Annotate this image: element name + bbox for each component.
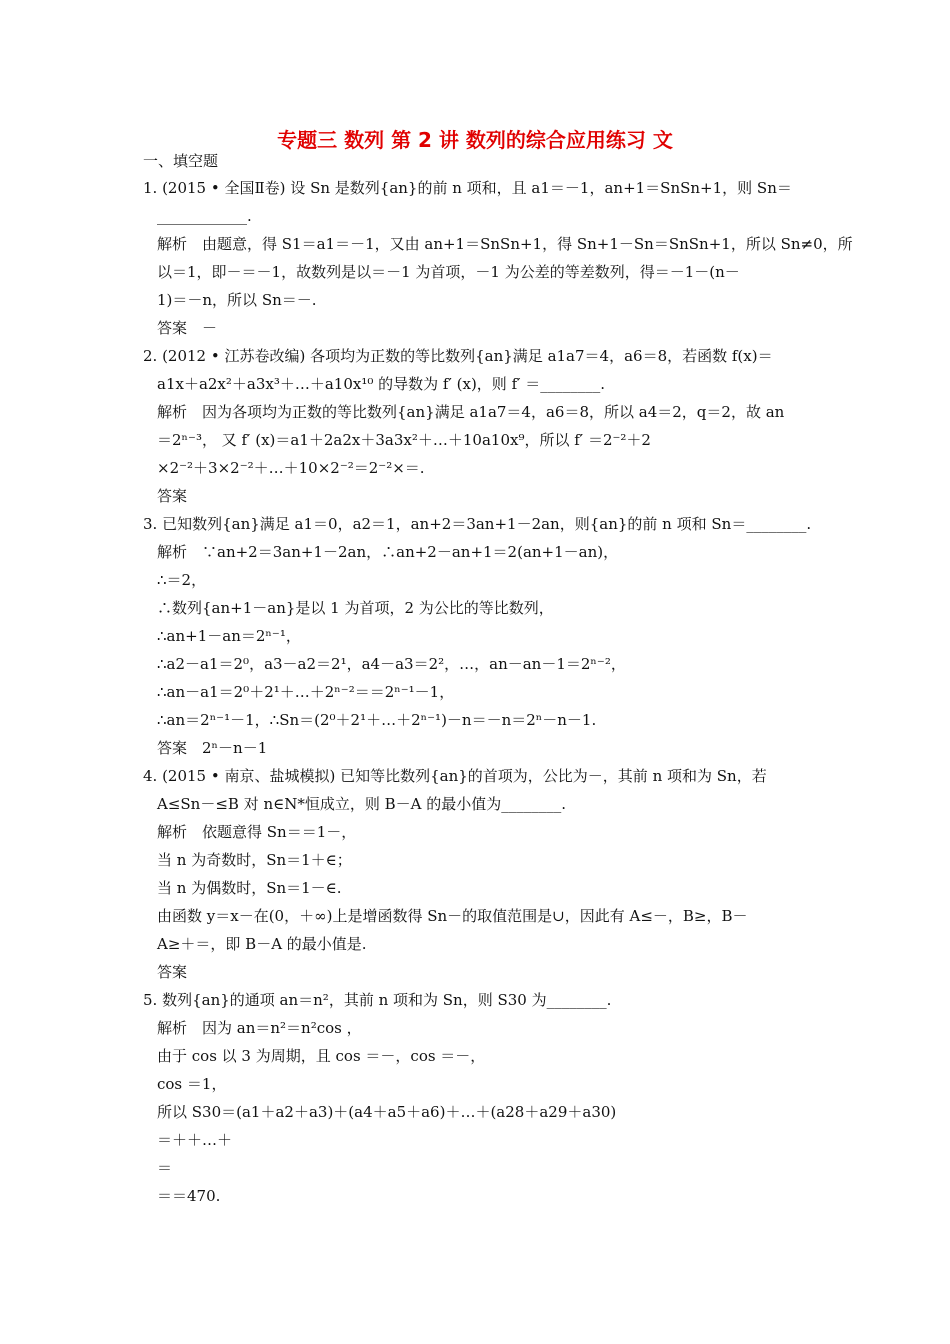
text-line: 3. 已知数列{an}满足 a1＝0，a2＝1，an+2＝3an+1－2an，则{an}的前 n 项和 Sn＝________.	[143, 515, 812, 533]
text-line: 解析 由题意，得 S1＝a1＝－1，又由 an+1＝SnSn+1，得 Sn+1－Sn＝SnSn+1，所以 Sn≠0，所	[157, 235, 853, 253]
text-line: 由于 cos 以 3 为周期，且 cos ＝－，cos ＝－，	[157, 1047, 486, 1065]
text-line: ＝＝470.	[157, 1187, 221, 1205]
text-line: 由函数 y＝x－在(0，＋∞)上是增函数得 Sn－的取值范围是∪，因此有 A≤－，B≥，B－	[157, 907, 748, 925]
text-line: 解析 因为 an＝n²＝n²cos ，	[157, 1019, 362, 1037]
text-line: 答案 －	[157, 319, 218, 337]
text-line: 4. (2015 • 南京、盐城模拟) 已知等比数列{an}的首项为，公比为－，其前 n 项和为 Sn，若	[143, 767, 767, 785]
text-line: 2. (2012 • 江苏卷改编) 各项均为正数的等比数列{an}满足 a1a7＝4，a6＝8，若函数 f(x)＝	[143, 347, 773, 365]
text-line: ∴数列{an+1－an}是以 1 为首项，2 为公比的等比数列，	[157, 599, 554, 617]
text-line: ∴＝2，	[157, 571, 207, 589]
text-line: 答案	[157, 963, 188, 981]
text-line: ＝＋＋…＋	[157, 1131, 233, 1149]
text-line: ＝	[157, 1159, 173, 1177]
text-line: 1)＝－n，所以 Sn＝－.	[157, 291, 317, 309]
text-line: 5. 数列{an}的通项 an＝n²，其前 n 项和为 Sn，则 S30 为________.	[143, 991, 612, 1009]
text-line: 1. (2015 • 全国Ⅱ卷) 设 Sn 是数列{an}的前 n 项和，且 a1＝－1，an+1＝SnSn+1，则 Sn＝	[143, 179, 792, 197]
text-line: 解析 ∵an+2＝3an+1－2an，∴an+2－an+1＝2(an+1－an)，	[157, 543, 619, 561]
text-line: 解析 依题意得 Sn＝＝1－，	[157, 823, 357, 841]
text-line: cos ＝1，	[157, 1075, 227, 1093]
text-line: 答案 2ⁿ－n－1	[157, 739, 268, 757]
text-line: A≤Sn－≤B 对 n∈N*恒成立，则 B－A 的最小值为________.	[157, 795, 567, 813]
text-line: ∴an+1－an＝2ⁿ⁻¹，	[157, 627, 301, 645]
text-line: a1x＋a2x²＋a3x³＋…＋a10x¹⁰ 的导数为 f′ (x)，则 f′ ＝________.	[157, 375, 606, 393]
text-line: A≥＋＝，即 B－A 的最小值是.	[157, 935, 367, 953]
text-line: 所以 S30＝(a1＋a2＋a3)＋(a4＋a5＋a6)＋…＋(a28＋a29＋a30)	[157, 1103, 617, 1121]
text-line: 一、填空题	[143, 152, 219, 170]
text-line: 当 n 为偶数时，Sn＝1－∈.	[157, 879, 342, 897]
text-line: 以＝1，即－＝－1，故数列是以＝－1 为首项，－1 为公差的等差数列，得＝－1－(n－	[157, 263, 740, 281]
text-line: ____________.	[157, 207, 252, 225]
document-title: 专题三 数列 第 2 讲 数列的综合应用练习 文	[277, 128, 673, 152]
text-line: 解析 因为各项均为正数的等比数列{an}满足 a1a7＝4，a6＝8，所以 a4＝2，q＝2，故 an	[157, 403, 785, 421]
text-line: ∴an＝2ⁿ⁻¹－1，∴Sn＝(2⁰＋2¹＋…＋2ⁿ⁻¹)－n＝－n＝2ⁿ－n－1.	[157, 711, 597, 729]
text-line: 当 n 为奇数时，Sn＝1＋∈；	[157, 851, 352, 869]
text-line: ∴an－a1＝2⁰＋2¹＋…＋2ⁿ⁻²＝＝2ⁿ⁻¹－1，	[157, 683, 455, 701]
text-line: ＝2ⁿ⁻³， 又 f′ (x)＝a1＋2a2x＋3a3x²＋…＋10a10x⁹，所以 f′ ＝2⁻²＋2	[157, 431, 651, 449]
text-line: ×2⁻²＋3×2⁻²＋…＋10×2⁻²＝2⁻²×＝.	[157, 459, 425, 477]
text-line: 答案	[157, 487, 188, 505]
text-line: ∴a2－a1＝2⁰，a3－a2＝2¹，a4－a3＝2²，…，an－an－1＝2ⁿ⁻²，	[157, 655, 626, 673]
